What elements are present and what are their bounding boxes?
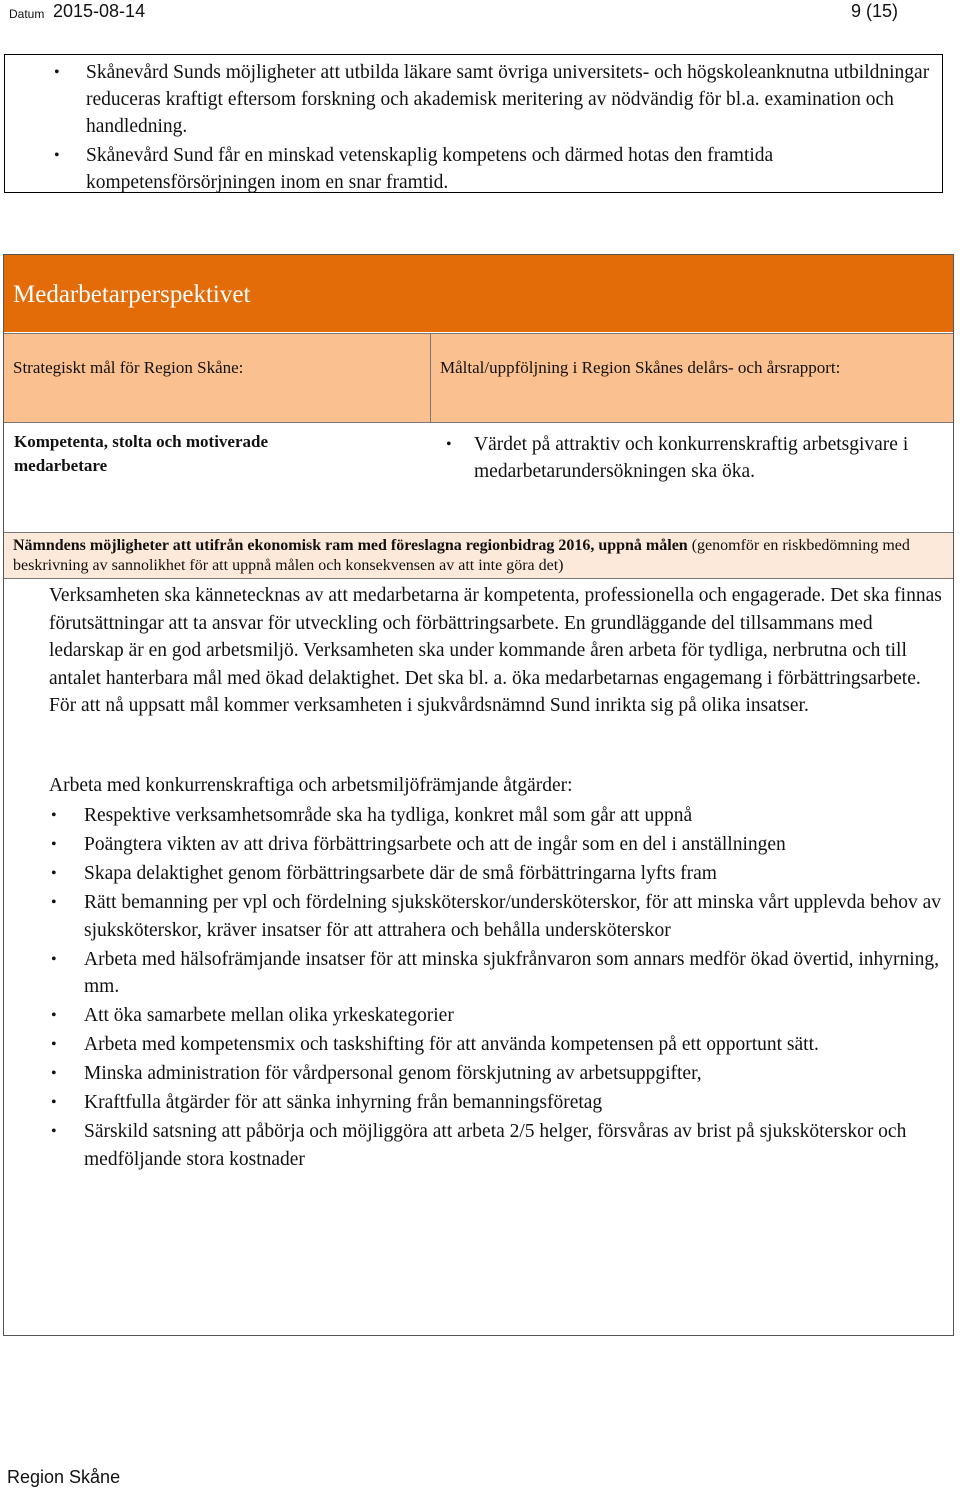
date-value: 2015-08-14: [53, 1, 146, 21]
actions-list: [4, 802, 953, 1175]
date-label: Datum: [9, 7, 45, 21]
body-paragraph: [49, 582, 944, 720]
list-item: • Minska administration för vårdpersonal genom förskjutning av arbetsuppgifter,: [4, 1060, 953, 1088]
list-item: • Arbeta med kompetensmix och taskshifting för att använda kompetensen på ett opportunt sätt.: [4, 1031, 953, 1059]
list-item: • Särskild satsning att påbörja och möjliggöra att arbeta 2/5 helger, försvåras av brist på sjuksköterskor och medföljande stora kostnader: [4, 1118, 953, 1173]
col1-header: Strategiskt mål för Region Skåne:: [13, 358, 244, 377]
list-item: • Arbeta med hälsofrämjande insatser för att minska sjukfrånvaron som annars medför ökad övertid, inhyrning, mm.: [4, 946, 953, 1001]
table-title-row: [4, 255, 953, 332]
body-text: Verksamheten ska kännetecknas av att medarbetarna är kompetenta, professionella och engagerade. Det ska finnas förutsättningar att ta ansvar för utveckling och förbättringsarbete. En grundläggande del tillsammans med ledarskap är en god arbetsmiljö. Verksamheten ska under kommande åren arbeta för tydliga, nerbrutna och till antalet hanterbara mål med ökad delaktighet. Det ska bl. a. öka medarbetarnas engagemang i förbättringsarbete. För att nå uppsatt mål kommer verksamheten i sjukvårdsnämnd Sund inrikta sig på olika insatser.: [49, 585, 942, 716]
list-item: • Skånevård Sund får en minskad vetenskaplig kompetens och därmed hotas den framtida kompetensförsörjningen inom en snar framtid.: [5, 142, 940, 196]
measure-list: [436, 431, 936, 485]
table-title: Medarbetarperspektivet: [13, 281, 251, 308]
page-number: 9 (15): [850, 1, 898, 21]
list-item: • Att öka samarbete mellan olika yrkeskategorier: [4, 1002, 953, 1030]
page-header: [0, 0, 960, 26]
list-item: • Kraftfulla åtgärder för att sänka inhyrning från bemanningsföretag: [4, 1089, 953, 1117]
perspective-table: [3, 254, 954, 1336]
col2-header: Måltal/uppföljning i Region Skånes delårs- och årsrapport:: [440, 358, 841, 377]
nd-heading: [13, 536, 948, 576]
footer-org: Region Skåne: [7, 1467, 121, 1487]
nd-heading-bold: Nämndens möjligheter att utifrån ekonomisk ram med föreslagna regionbidrag 2016, uppnå målen: [13, 537, 688, 554]
nd-heading-normal: (genomför en riskbedömning med beskrivning av sannolikhet för att uppnå målen och konsekvensen av att inte göra det): [13, 537, 910, 574]
list-item: • Rätt bemanning per vpl och fördelning sjuksköterskor/undersköterskor, för att minska vårt upplevda behov av sjuksköterskor, kräver insatser för att attrahera och behålla undersköterskor: [4, 889, 953, 944]
nd-row: [4, 532, 953, 579]
list-item: • Respektive verksamhetsområde ska ha tydliga, konkret mål som går att uppnå: [4, 802, 953, 830]
table-header-row: [4, 333, 953, 422]
consequence-box: [4, 54, 943, 193]
list-item: • Skapa delaktighet genom förbättringsarbete där de små förbättringarna lyfts fram: [4, 860, 953, 888]
list-item: • Skånevård Sunds möjligheter att utbilda läkare samt övriga universitets- och högskoleanknutna utbildningar reduceras kraftigt eftersom forskning och akademisk meritering av nödvändig för bl.a. examination och handledning.: [5, 59, 940, 140]
consequence-list: [5, 59, 940, 198]
actions-intro: Arbeta med konkurrenskraftiga och arbetsmiljöfrämjande åtgärder:: [49, 775, 573, 796]
strategic-goal: Kompetenta, stolta och motiverade medarbetare: [14, 432, 269, 475]
list-item: • Poängtera vikten av att driva förbättringsarbete och att de ingår som en del i anställningen: [4, 831, 953, 859]
list-item: • Värdet på attraktiv och konkurrenskraftig arbetsgivare i medarbetarundersökningen ska öka.: [436, 431, 936, 485]
